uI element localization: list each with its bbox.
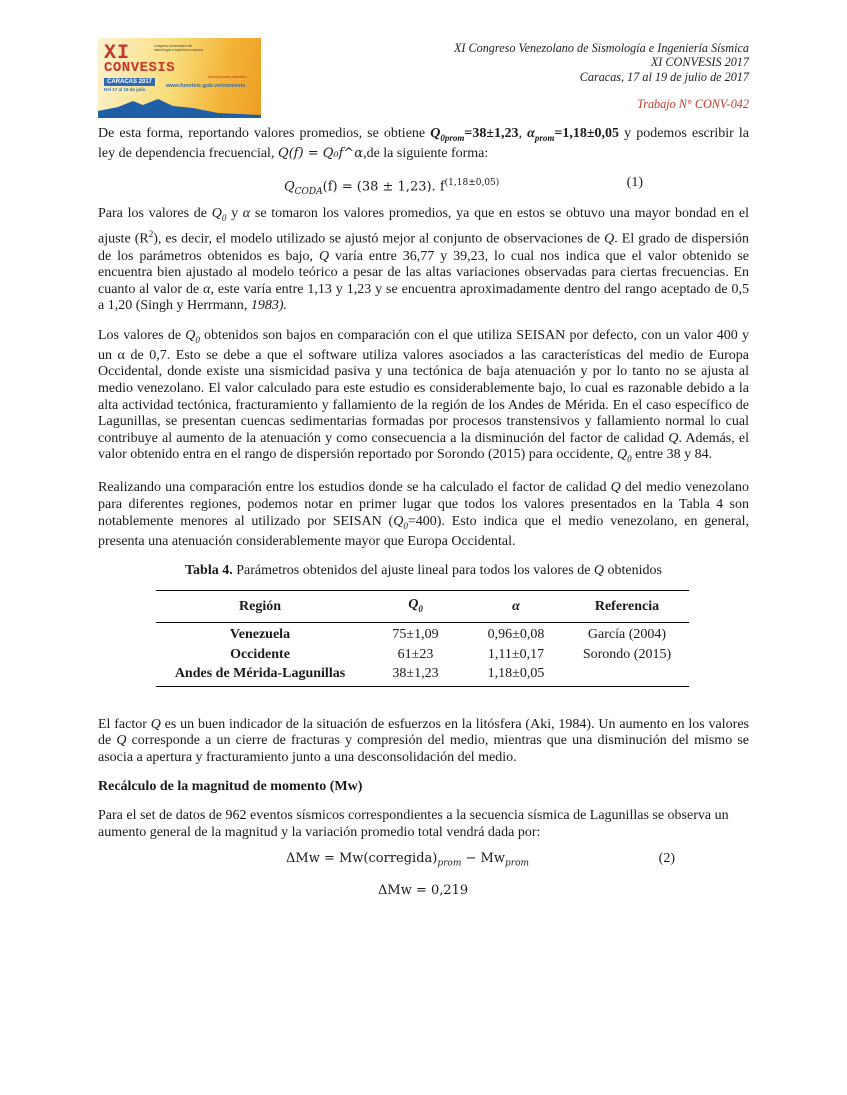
cell-alpha: 1,18±0,05 (467, 665, 565, 686)
text: De esta forma, reportando valores promedios, se obtiene (98, 126, 431, 141)
paragraph-3 (98, 328, 749, 468)
symbol-q: Q (617, 447, 628, 463)
symbol-q: Q (604, 232, 615, 248)
logo-title: XI (104, 42, 131, 65)
text: =400). Esto indica que el medio venezolano, en general, presenta una atenuación considerablemente mayor que Europa Occidental. (98, 513, 749, 549)
text: y podemos escribir la ley de dependencia frecuencial, (98, 126, 750, 162)
q-value: =38±1,23 (464, 126, 519, 141)
equation-1-formula (284, 175, 499, 201)
text: es un buen indicador de la situación de esfuerzos en la litósfera (Aki, 1984). Un aumento en los valores de (98, 716, 749, 749)
text: entre 38 y 84. (631, 447, 713, 463)
symbol-alpha: α (512, 598, 520, 614)
symbol-q: Q (430, 126, 441, 141)
symbol-alpha: α (203, 281, 211, 297)
text: Los valores de (98, 327, 186, 343)
body-content (98, 126, 749, 914)
table-label: Tabla 4. (185, 563, 233, 579)
text: varía entre 36,77 y 39,23, lo cual nos indica que el valor obtenido se encuentra bien ajustado al modelo teórico a pesar de las altas variaciones observadas para ciertas frecuencias. En cuanto al valor de (98, 248, 750, 297)
text: obtenidos son bajos en comparación con el que utiliza SEISAN por defecto, con un valor 400 y un α de 0,7. Esto se debe a que el software utiliza valores asociados a las características del medio de Europa Occidental, donde existe una sismicidad pasiva y una tectónica de baja atenuación y por lo tanto no se ajusta al medio venezolano. El valor calculado para este estudio es considerablemente bajo, lo cual es razonable debido a la alta actividad tectónica, fracturamiento y fallamiento de la región de los Andes de Mérida. En el caso específico de Lagunillas, se presentan cuencas sedimentarias formadas por procesos transtensivos y fallamiento normal lo cual contribuye al aumento de la atenuación y como consecuencia a la disminución del factor de calidad (98, 327, 749, 446)
paragraph-2 (98, 206, 749, 315)
symbol-alpha: α (242, 205, 251, 221)
inline-formula: Q(f) = Q₀f^α (277, 146, 364, 162)
exponent: (1,18±0,05) (444, 178, 500, 189)
subscript: 0 (627, 454, 632, 465)
table-header-row (156, 590, 689, 622)
spacer (98, 687, 749, 717)
alpha-value: =1,18±0,05 (554, 126, 620, 141)
paragraph-1 (98, 126, 749, 163)
header-reference: Referencia (565, 590, 689, 622)
header-region: Región (156, 590, 364, 622)
cell-reference: Sorondo (2015) (582, 646, 672, 662)
caption-text: Parámetros obtenidos del ajuste lineal para todos los valores de (232, 563, 594, 579)
subscript: 0 (221, 212, 227, 223)
subscript: prom (534, 132, 555, 143)
subscript: prom (437, 858, 462, 869)
paragraph-4 (98, 480, 749, 550)
citation-year: , 1983). (243, 298, 287, 314)
symbol-q: Q (318, 248, 330, 264)
superscript: 2 (148, 229, 154, 240)
logo-website: www.funvisis.gob.ve/convesis (166, 83, 246, 89)
text: Realizando una comparación entre los estudios donde se ha calculado el factor de calidad (98, 480, 611, 496)
text: ), es decir, el modelo utilizado se ajustó mejor al conjunto de observaciones de (153, 232, 605, 248)
table-row (156, 665, 689, 686)
text: El factor (98, 716, 151, 732)
logo-city: CARACAS 2017 (104, 78, 155, 86)
cell-region: Andes de Mérida-Lagunillas (156, 665, 364, 686)
symbol-q: Q (610, 480, 621, 496)
text: . El grado de dispersión de los parámetros obtenidos es bajo, (98, 232, 749, 264)
text: se tomaron los valores promedios, ya que en estos se obtuvo una mayor bondad en el ajuste (R (98, 205, 750, 248)
cell-region: Venezuela (229, 627, 291, 642)
logo-subtitle: CONVESIS (104, 60, 176, 76)
table-row (156, 646, 689, 666)
text: , este varía entre 1,13 y 1,23 y se encuentra aproximadamente dentro del rango aceptado de 0,5 a 1,20 (Singh y Herrmann (98, 281, 749, 314)
paragraph-5 (98, 717, 749, 767)
mountain-silhouette-icon (98, 93, 261, 118)
cell-alpha: 1,11±0,17 (487, 646, 545, 662)
congress-name: XI Congreso Venezolano de Sismología e Ingeniería Sísmica (453, 41, 749, 55)
symbol-q: Q (116, 733, 127, 749)
convesis-logo (98, 38, 261, 118)
symbol-alpha: α (527, 126, 535, 141)
cell-q0: 75±1,09 (392, 627, 439, 642)
equation-2 (98, 851, 749, 869)
formula-body: − Mw (461, 851, 505, 867)
text: Para los valores de (98, 205, 212, 221)
cell-reference (565, 665, 689, 686)
work-id: Trabajo N° CONV-042 (637, 97, 749, 112)
symbol-q: Q (668, 430, 679, 446)
cell-alpha: 0,96±0,08 (487, 627, 545, 642)
equation-2-number: (2) (658, 851, 675, 867)
symbol-q: Q (593, 563, 605, 579)
caption-text: obtenidos (604, 563, 662, 579)
symbol-q: Q (185, 327, 196, 343)
equation-3 (98, 883, 749, 901)
text: , (518, 126, 528, 141)
logo-registration: inscripciones abiertas (208, 74, 247, 79)
section-heading: Recálculo de la magnitud de momento (Mw) (98, 779, 363, 795)
cell-q0: 61±23 (397, 646, 434, 662)
text: . Además, el valor obtenido entra en el rango de dispersión reportado por Sorondo (2015) para occidente, (98, 430, 749, 463)
subscript: prom (505, 858, 530, 869)
text: y (226, 205, 243, 221)
text: ,de la siguiente forma: (363, 146, 489, 162)
cell-region: Occidente (230, 646, 290, 662)
symbol: Q (284, 179, 295, 195)
equation-1 (98, 175, 749, 198)
cell-q0: 38±1,23 (364, 665, 467, 686)
text: corresponde a un cierre de fracturas y compresión del medio, mientras que una disminución del mismo se asocia a apertura y fracturamiento junto a una desconsolidación del medio. (98, 733, 749, 765)
cell-reference: García (2004) (587, 627, 667, 642)
congress-place-date: Caracas, 17 al 19 de julio de 2017 (579, 69, 749, 84)
symbol-q: Q (211, 205, 222, 221)
table-row (156, 623, 689, 646)
page-header (454, 41, 749, 112)
header-q0 (364, 590, 467, 622)
subscript: 0prom (440, 132, 465, 143)
congress-edition: XI CONVESIS 2017 (650, 55, 749, 70)
subscript: CODA (294, 187, 323, 198)
paragraph-6: Para el set de datos de 962 eventos sísmicos correspondientes a la secuencia sísmica de Lagunillas se observa un aumento general de la magnitud y la variación promedio total vendrá dada por: (98, 808, 729, 840)
logo-dates: Del 17 al 19 de julio (104, 87, 146, 92)
subscript: 0 (403, 520, 408, 531)
formula-body: ΔMw = Mw(corregida) (286, 851, 438, 867)
table-caption (98, 563, 749, 580)
formula-body: (f) = (38 ± 1,23). f (322, 179, 445, 195)
symbol-q: Q (150, 716, 161, 732)
symbol-q: Q (408, 596, 419, 612)
equation-1-number: (1) (626, 175, 643, 191)
subscript: 0 (418, 603, 423, 614)
logo-small-text: congreso venezolano de sismología e ingeniería sísmica (154, 44, 203, 52)
symbol-q: Q (393, 513, 404, 529)
header-alpha (467, 590, 565, 622)
subscript: 0 (195, 334, 200, 345)
equation-2-formula (286, 851, 529, 872)
equation-3-formula: ΔMw = 0,219 (378, 883, 469, 899)
results-table (156, 590, 689, 687)
text: del medio venezolano para diferentes regiones, podemos notar en primer lugar que todos los valores presentados en la Tabla 4 son notablemente menores al utilizado por SEISAN ( (98, 480, 750, 529)
